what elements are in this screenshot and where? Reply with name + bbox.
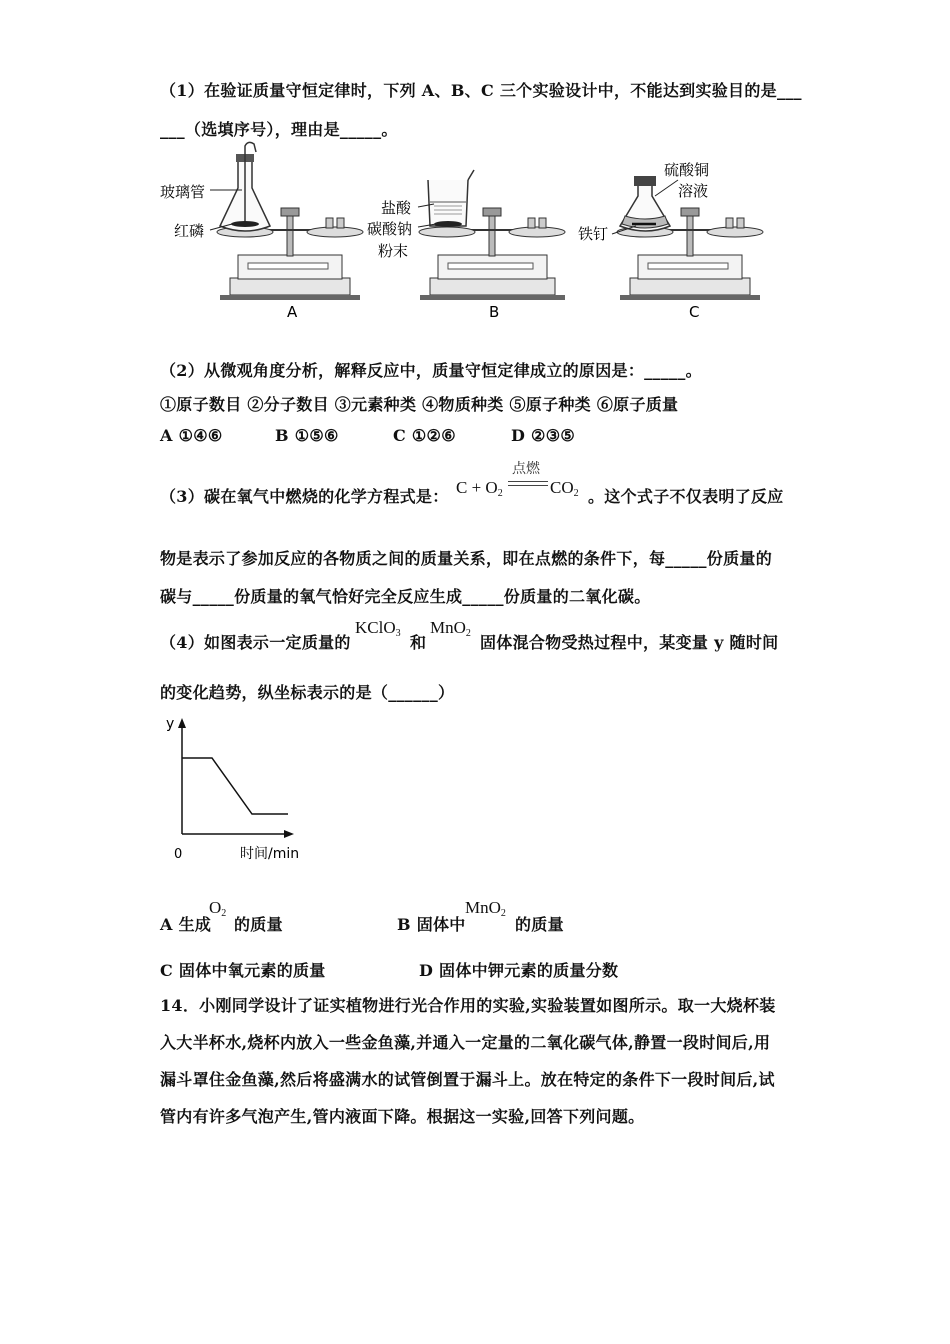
q3-line2: 物是表示了参加反应的各物质之间的质量关系，即在点燃的条件下，每_____份质量的 <box>160 549 773 568</box>
label-sodium-carbonate: 碳酸钠 <box>367 220 413 238</box>
q2-option-b: B ①⑤⑥ <box>275 426 339 445</box>
label-red-phosphorus: 红磷 <box>174 222 205 240</box>
q1-line1: （1）在验证质量守恒定律时，下列 A、B、C 三个实验设计中，不能达到实验目的是___ <box>160 81 802 100</box>
q4-option-d: D 固体中钾元素的质量分数 <box>419 961 619 980</box>
q4-option-c: C 固体中氧元素的质量 <box>160 961 326 980</box>
q3-suffix: 。这个式子不仅表明了反应 <box>588 487 784 506</box>
label-copper-sulfate: 硫酸铜 <box>664 161 710 179</box>
label-iron-nail: 铁钉 <box>578 225 609 243</box>
q1-line2: ___（选填序号），理由是_____。 <box>160 120 398 139</box>
y-axis-arrow <box>178 718 186 728</box>
apparatus-a <box>210 142 363 300</box>
graph-x-label: 时间/min <box>240 846 300 862</box>
equation-condition: 点燃 <box>512 461 540 477</box>
q14-line4: 管内有许多气泡产生,管内液面下降。根据这一实验,回答下列问题。 <box>160 1107 645 1126</box>
q4-option-a: A 生成 $O_2$ 的质量 <box>160 898 283 934</box>
formula-kclo3: KClO$_3$ <box>355 618 401 639</box>
label-glass-tube: 玻璃管 <box>160 183 206 201</box>
formula-mno2: MnO$_2$ <box>430 618 471 639</box>
q4-part1: （4）如图表示一定质量的 <box>160 633 351 652</box>
label-powder: 粉末 <box>378 242 409 260</box>
q2-items: ①原子数目 ②分子数目 ③元素种类 ④物质种类 ⑤原子种类 ⑥原子质量 <box>160 395 679 414</box>
combustion-equation <box>454 458 588 504</box>
formula-mno2-option: MnO$_2$ <box>465 898 506 919</box>
apparatus-b <box>418 170 565 300</box>
q3-prefix: （3）碳在氧气中燃烧的化学方程式是： <box>160 487 449 506</box>
q14-line2: 入大半杯水,烧杯内放入一些金鱼藻,并通入一定量的二氧化碳气体,静置一段时间后,用 <box>160 1033 771 1052</box>
q2-option-c: C ①②⑥ <box>393 426 456 445</box>
trend-line <box>182 758 288 814</box>
x-axis-arrow <box>284 830 294 838</box>
caption-b: B <box>489 303 500 321</box>
balance-experiments-figure <box>150 140 790 325</box>
q4-line2: 的变化趋势，纵坐标表示的是（______） <box>160 683 455 702</box>
q4-and: 和 <box>410 633 427 652</box>
y-time-graph <box>160 712 320 867</box>
graph-origin: 0 <box>174 847 183 862</box>
caption-a: A <box>287 303 298 321</box>
q2-stem: （2）从微观角度分析，解释反应中，质量守恒定律成立的原因是：_____。 <box>160 361 702 380</box>
q3-line3: 碳与_____份质量的氧气恰好完全反应生成_____份质量的二氧化碳。 <box>160 587 651 606</box>
q4-option-b: B 固体中 MnO$_2$ 的质量 <box>397 898 564 934</box>
label-hydrochloric-acid: 盐酸 <box>381 199 412 217</box>
q2-option-d: D ②③⑤ <box>511 426 575 445</box>
caption-c: C <box>689 303 700 321</box>
formula-o2: $O_2$ <box>209 898 227 919</box>
q14-line1: 14．小刚同学设计了证实植物进行光合作用的实验,实验装置如图所示。取一大烧杯装 <box>160 996 776 1015</box>
equation-reactants: $C + O_2$ <box>456 478 503 499</box>
graph-y-label: y <box>166 716 175 732</box>
equation-product: $CO_2$ <box>550 478 579 499</box>
label-solution: 溶液 <box>678 182 709 200</box>
q4-part2: 固体混合物受热过程中，某变量 y 随时间 <box>480 633 779 652</box>
q2-option-a: A ①④⑥ <box>160 426 223 445</box>
q14-line3: 漏斗罩住金鱼藻,然后将盛满水的试管倒置于漏斗上。放在特定的条件下一段时间后,试 <box>160 1070 775 1089</box>
